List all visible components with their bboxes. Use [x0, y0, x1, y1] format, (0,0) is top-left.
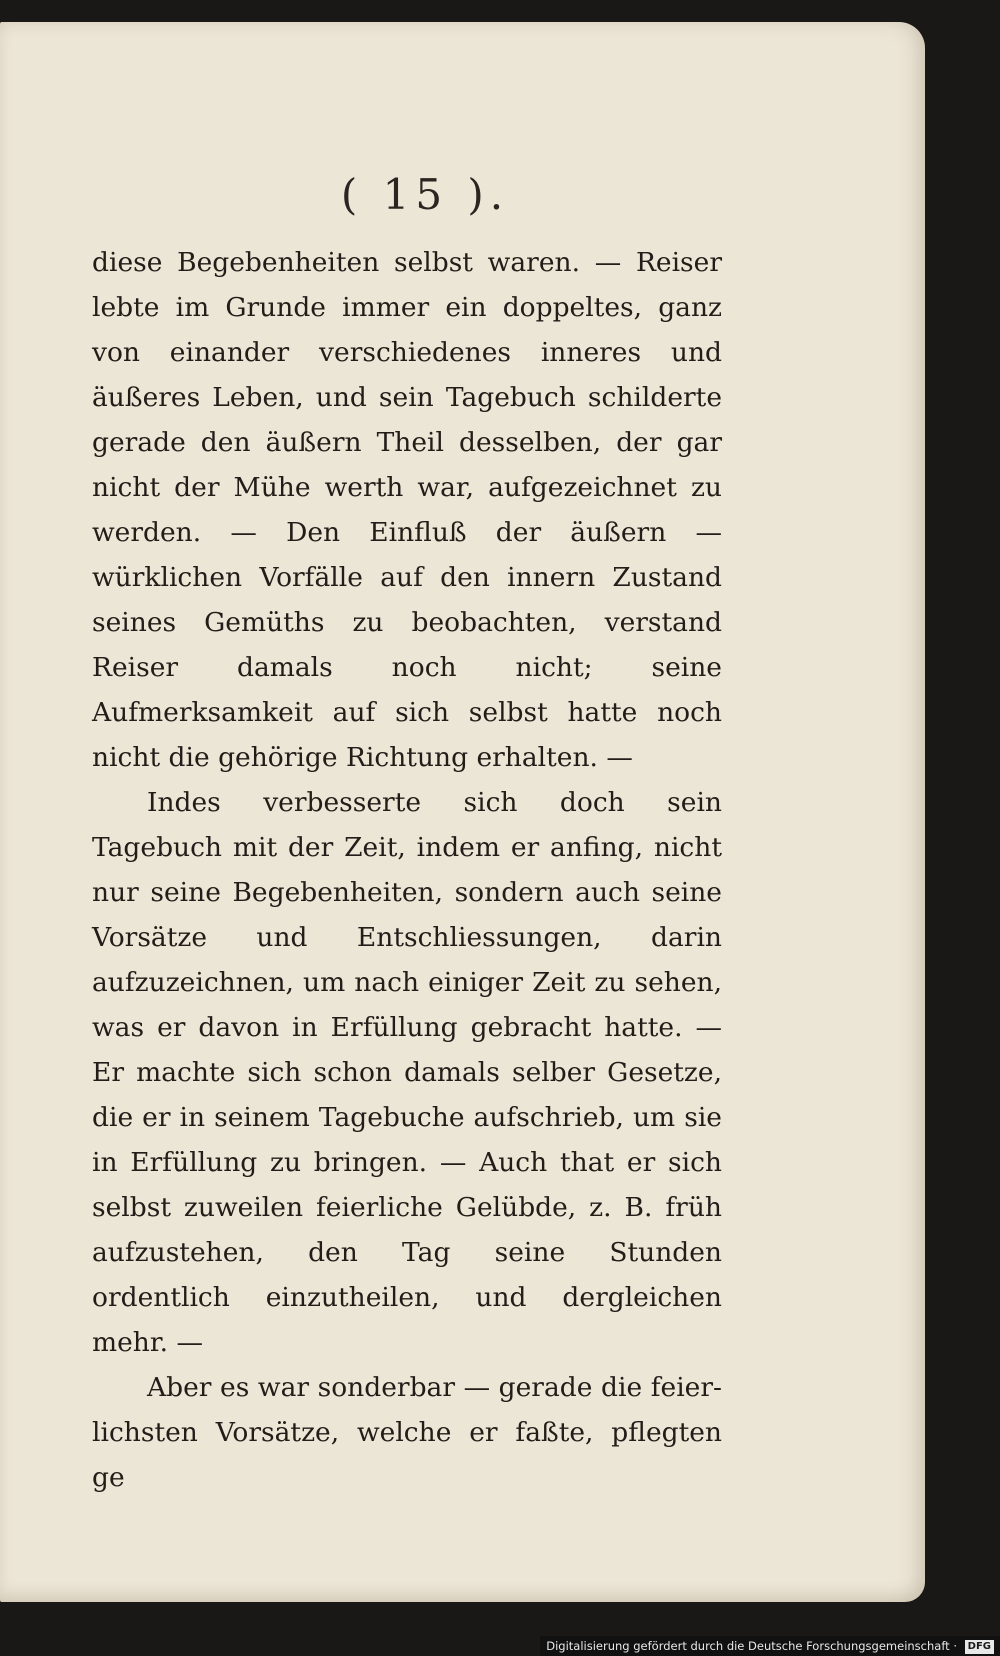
paragraph-1: diese Begebenheiten selbst waren. — Reiser lebte im Grunde immer ein doppeltes, ganz von einander verschiedenes inneres und äußeres Leben, und sein Tagebuch schilderte gerade den äußern Theil desselben, der gar nicht der Mühe werth war, aufgezeichnet zu werden. — Den Einfluß der äußern — würklichen Vorfälle auf den innern Zustand seines Gemüths zu beobachten, verstand Reiser damals noch nicht; seine Aufmerksamkeit auf sich selbst hatte noch nicht die gehörige Richtung erhalten. —	[92, 247, 722, 773]
book-page	[0, 22, 925, 1602]
digitization-credit	[540, 1636, 1000, 1656]
credit-text: Digitalisierung gefördert durch die Deutsche Forschungsgemeinschaft ·	[546, 1639, 957, 1653]
paragraph-3: Aber es war sonderbar — gerade die feierlichsten Vorsätze, welche er faßte, pflegten ge	[92, 1372, 722, 1493]
body-text	[92, 240, 722, 1500]
dfg-logo: DFG	[965, 1640, 994, 1654]
page-number: ( 15 ).	[340, 170, 510, 219]
paragraph-2: Indes verbesserte sich doch sein Tagebuch mit der Zeit, indem er anfing, nicht nur seine Begebenheiten, sondern auch seine Vorsätze und Entschliessungen, darin aufzuzeichnen, um nach einiger Zeit zu sehen, was er davon in Erfüllung gebracht hatte. — Er machte sich schon damals selber Gesetze, die er in seinem Tagebuche aufschrieb, um sie in Erfüllung zu bringen. — Auch that er sich selbst zuweilen feierliche Gelübde, z. B. früh aufzustehen, den Tag seine Stunden ordentlich einzutheilen, und dergleichen mehr. —	[92, 787, 722, 1358]
